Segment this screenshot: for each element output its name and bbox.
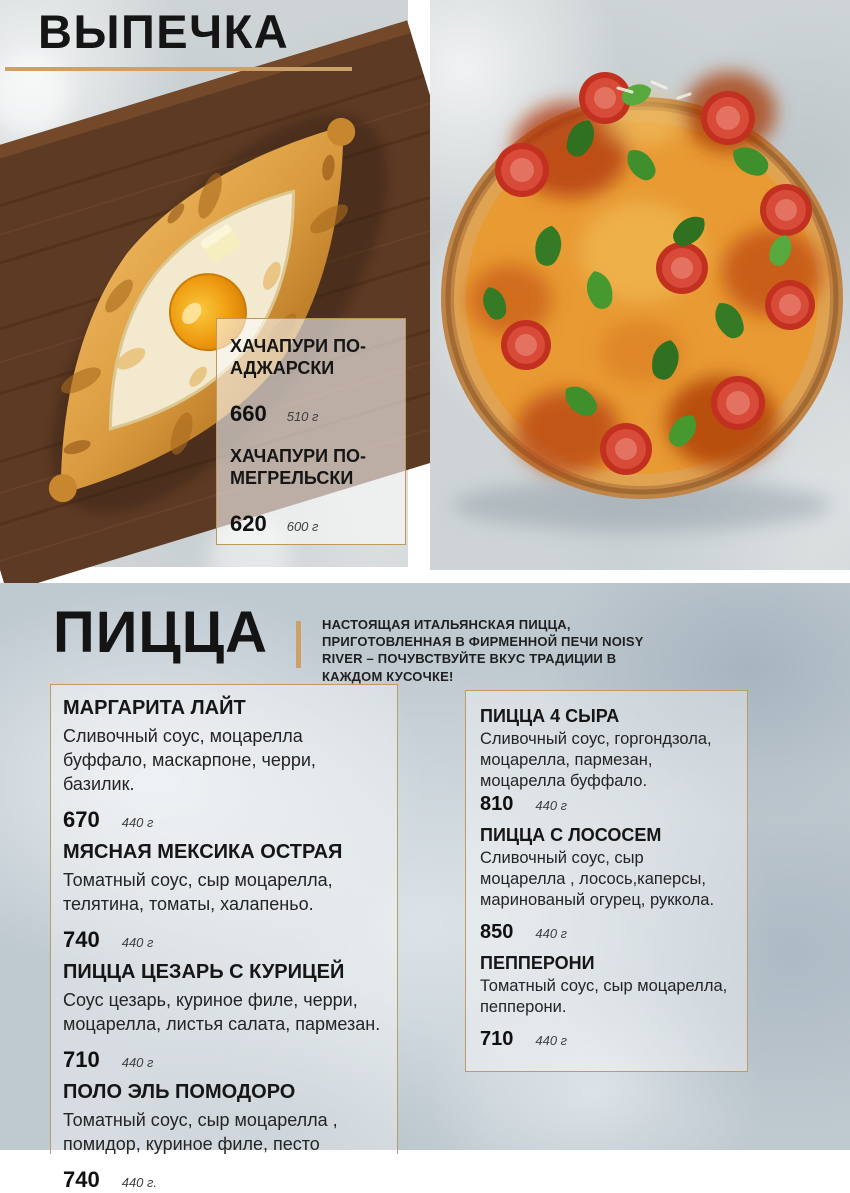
menu-item	[480, 952, 733, 1051]
dish-weight: 440 г	[121, 935, 154, 950]
dish-weight: 440 г	[121, 815, 154, 830]
bakery-price-card	[216, 318, 406, 545]
dish-description: Соус цезарь, куриное филе, черри, моцарелла, листья салата, пармезан.	[63, 990, 381, 1034]
pizza-illustration	[430, 0, 850, 570]
dish-price: 670	[63, 807, 100, 832]
pizza-photo	[430, 0, 850, 570]
dish-name: ПИЦЦА С ЛОСОСЕМ	[480, 825, 662, 845]
dish-price: 710	[63, 1047, 100, 1072]
menu-item	[480, 824, 733, 944]
dish-weight: 440 г.	[121, 1175, 158, 1190]
dish-description: Сливочный соус, сыр моцарелла , лосось,каперсы, маринованый огурец, руккола.	[480, 849, 715, 909]
dish-name: ПИЦЦА ЦЕЗАРЬ С КУРИЦЕЙ	[63, 961, 345, 983]
dish-price: 710	[480, 1028, 514, 1050]
pizza-menu-right-column	[465, 690, 748, 1072]
intro-accent-bar	[296, 621, 301, 668]
dish-weight: 440 г	[535, 926, 568, 941]
price-row	[480, 921, 733, 944]
price-row	[63, 1167, 385, 1193]
menu-item	[63, 961, 385, 1073]
dish-price: 810	[480, 793, 514, 815]
price-row	[63, 927, 385, 953]
dish-price: 740	[63, 1167, 100, 1192]
dish-weight: 440 г	[121, 1055, 154, 1070]
menu-item	[63, 841, 385, 953]
pizza-section	[0, 583, 850, 1192]
dish-weight: 600 г	[286, 519, 319, 534]
dish-price: 660	[230, 401, 267, 426]
dish-description: Сливочный соус, моцарелла буффало, маскарпоне, черри, базилик.	[63, 726, 316, 794]
dish-description: Томатный соус, сыр моцарелла , помидор, куриное филе, песто	[63, 1110, 338, 1154]
dish-weight: 440 г	[535, 1033, 568, 1048]
bakery-menu-item	[230, 335, 393, 427]
pizza-menu-left-column	[50, 684, 398, 1192]
dish-weight: 440 г	[535, 798, 568, 813]
dish-name: МЯСНАЯ МЕКСИКА ОСТРАЯ	[63, 841, 343, 863]
pizza-section-title: ПИЦЦА	[53, 600, 268, 665]
dish-name: ХАЧАПУРИ ПО-МЕГРЕЛЬСКИ	[230, 446, 367, 488]
dish-name: ХАЧАПУРИ ПО-АДЖАРСКИ	[230, 336, 367, 378]
dish-price: 850	[480, 921, 514, 943]
dish-name: ПИЦЦА 4 СЫРА	[480, 706, 620, 726]
bakery-section-title: ВЫПЕЧКА	[38, 5, 290, 58]
pizza-intro-text: НАСТОЯЩАЯ ИТАЛЬЯНСКАЯ ПИЦЦА, ПРИГОТОВЛЕННАЯ В ФИРМЕННОЙ ПЕЧИ NOISY RIVER – ПОЧУВСТВУЙТЕ ВКУС ТРАДИЦИИ В КАЖДОМ КУСОЧКЕ!	[322, 617, 644, 684]
price-row	[230, 401, 393, 427]
menu-item	[63, 1081, 385, 1193]
price-row	[63, 807, 385, 833]
bakery-section	[0, 0, 850, 583]
bakery-menu-item	[230, 445, 393, 537]
menu-item	[480, 705, 733, 816]
dish-description: Сливочный соус, горгондзола, моцарелла, пармезан, моцарелла буффало.	[480, 730, 712, 790]
menu-item	[63, 697, 385, 833]
dish-name: МАРГАРИТА ЛАЙТ	[63, 697, 246, 719]
price-row	[480, 1028, 733, 1051]
price-row	[230, 511, 393, 537]
dish-description: Томатный соус, сыр моцарелла, пепперони.	[480, 977, 728, 1016]
dish-name: ПОЛО ЭЛЬ ПОМОДОРО	[63, 1081, 296, 1103]
bakery-title-underline	[5, 67, 352, 71]
dish-price: 740	[63, 927, 100, 952]
dish-price: 620	[230, 511, 267, 536]
khachapuri-photo	[0, 0, 408, 567]
dish-weight: 510 г	[286, 409, 319, 424]
price-row	[480, 793, 733, 816]
price-row	[63, 1047, 385, 1073]
dish-name: ПЕППЕРОНИ	[480, 953, 595, 973]
dish-description: Томатный соус, сыр моцарелла, телятина, томаты, халапеньо.	[63, 870, 333, 914]
